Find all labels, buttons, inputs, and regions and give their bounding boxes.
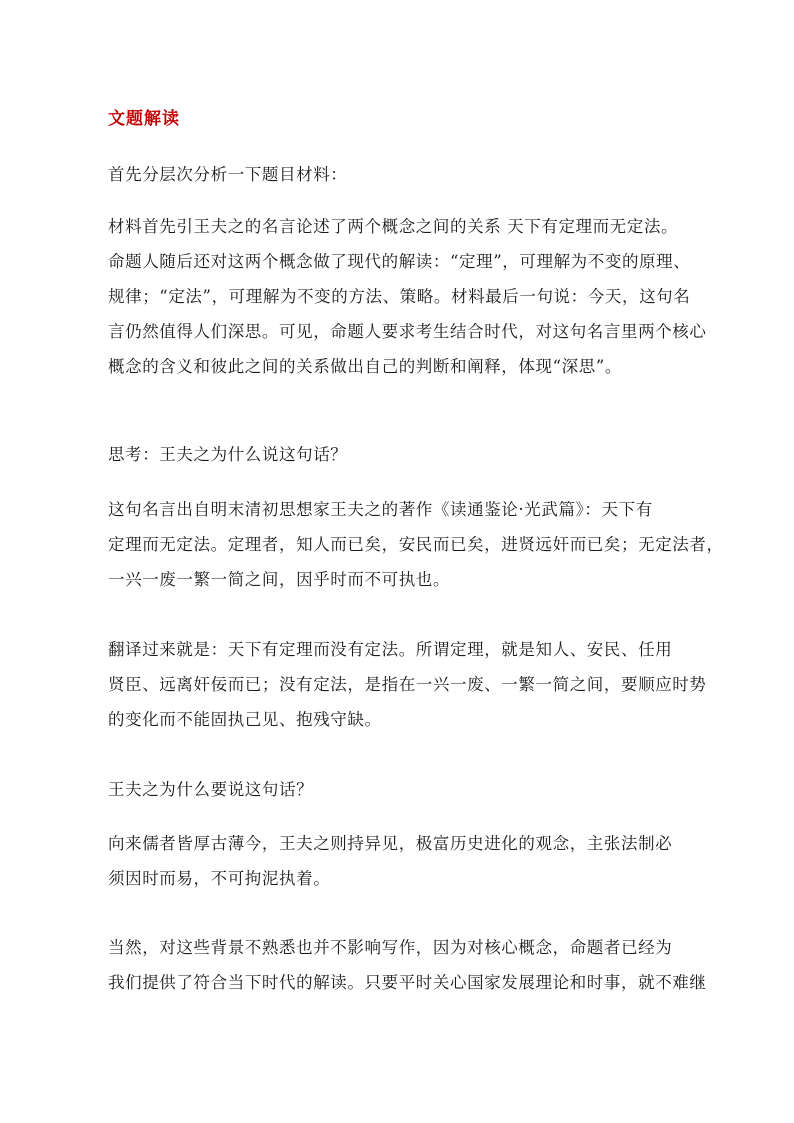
paragraph-line: 材料首先引王夫之的名言论述了两个概念之间的关系 天下有定理而无定法。 <box>108 217 679 236</box>
paragraph-viewpoint <box>108 826 728 896</box>
paragraph-line: 王夫之为什么要说这句话？ <box>108 780 314 799</box>
paragraph-line: 规律；“定法”，可理解为不变的方法、策略。材料最后一句说：今天，这句名 <box>108 287 691 306</box>
paragraph-question-1 <box>108 437 728 472</box>
paragraph-line: 翻译过来就是：天下有定理而没有定法。所谓定理，就是知人、安民、任用 <box>108 640 673 659</box>
paragraph-line: 思考：王夫之为什么说这句话？ <box>108 445 348 464</box>
paragraph-line: 我们提供了符合当下时代的解读。只要平时关心国家发展理论和时事，就不难继 <box>108 973 707 992</box>
paragraph-line: 贤臣、远离奸佞而已；没有定法，是指在一兴一废、一繁一简之间，要顺应时势 <box>108 675 707 694</box>
paragraph-line: 须因时而易，不可拘泥执着。 <box>108 869 331 888</box>
paragraph-question-2 <box>108 772 728 807</box>
section-title: 文题解读 <box>108 109 180 129</box>
paragraph-source <box>108 492 728 597</box>
paragraph-intro <box>108 157 728 192</box>
paragraph-line: 定理而无定法。定理者，知人而已矣，安民而已矣，进贤远奸而已矣；无定法者， <box>108 535 724 554</box>
paragraph-line: 向来儒者皆厚古薄今，王夫之则持异见，极富历史进化的观念，主张法制必 <box>108 834 673 853</box>
paragraph-translation <box>108 632 728 737</box>
paragraph-material-analysis <box>108 209 728 384</box>
paragraph-conclusion <box>108 930 728 1000</box>
paragraph-line: 首先分层次分析一下题目材料： <box>108 165 348 184</box>
paragraph-line: 命题人随后还对这两个概念做了现代的解读：“定理”，可理解为不变的原理、 <box>108 252 691 271</box>
paragraph-line: 这句名言出自明末清初思想家王夫之的著作《读通鉴论·光武篇》：天下有 <box>108 500 653 519</box>
paragraph-line: 当然，对这些背景不熟悉也并不影响写作，因为对核心概念，命题者已经为 <box>108 938 673 957</box>
paragraph-line: 一兴一废一繁一简之间，因乎时而不可执也。 <box>108 570 450 589</box>
paragraph-line: 概念的含义和彼此之间的关系做出自己的判断和阐释，体现“深思”。 <box>108 357 622 376</box>
paragraph-line: 的变化而不能固执己见、抱残守缺。 <box>108 710 382 729</box>
paragraph-line: 言仍然值得人们深思。可见，命题人要求考生结合时代，对这句名言里两个核心 <box>108 322 707 341</box>
